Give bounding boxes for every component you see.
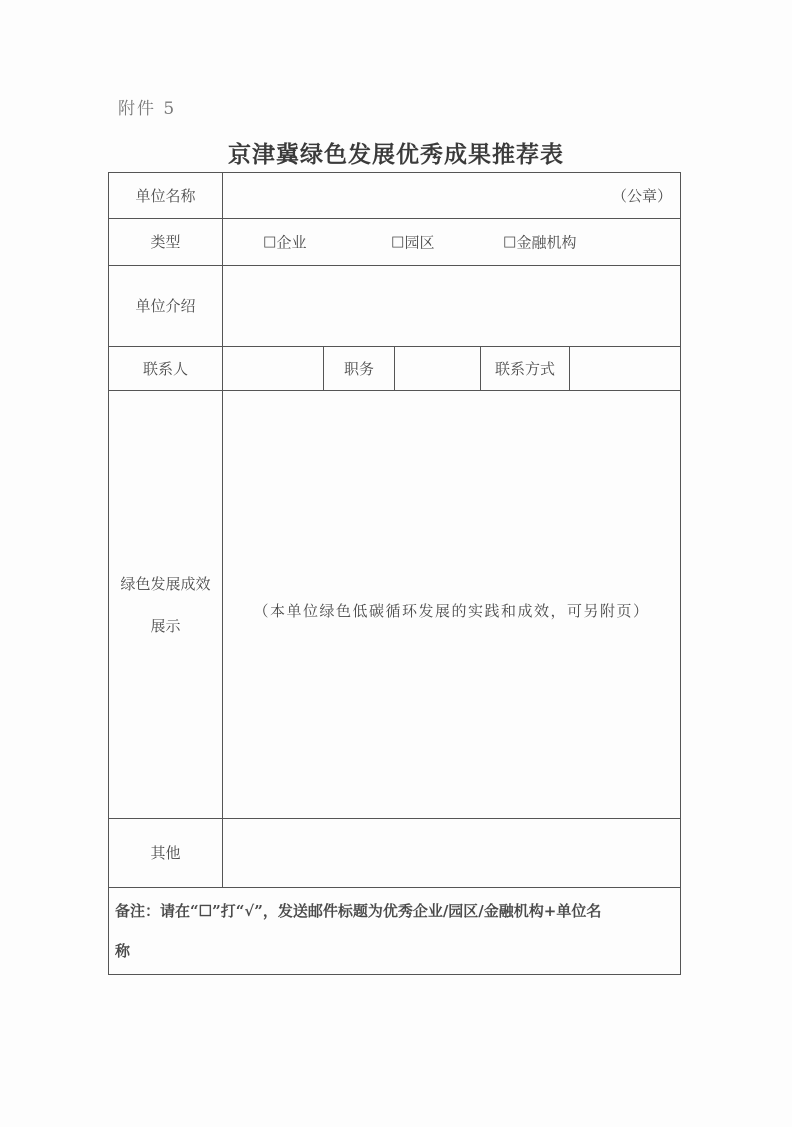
type-options	[223, 219, 681, 266]
page-title: 京津冀绿色发展优秀成果推荐表	[228, 141, 564, 168]
intro-field[interactable]	[223, 266, 681, 347]
row-other	[109, 819, 681, 888]
seal-hint: （公章）	[612, 187, 673, 205]
recommendation-form	[108, 172, 681, 975]
type-option-financial-institution[interactable]: ☐金融机构	[503, 233, 577, 252]
achievement-label-line2: 展示	[150, 616, 181, 635]
note	[109, 888, 681, 975]
row-contact	[109, 347, 681, 391]
row-achievement	[109, 391, 681, 819]
achievement-label	[109, 391, 223, 819]
unit-name-field[interactable]	[223, 173, 681, 219]
type-label: 类型	[109, 219, 223, 266]
achievement-field[interactable]	[223, 391, 681, 819]
contact-field[interactable]	[223, 347, 324, 391]
attachment-number: 附件 5	[118, 99, 177, 119]
type-option-enterprise[interactable]: ☐企业	[263, 233, 307, 252]
contact-label: 联系人	[109, 347, 223, 391]
row-note	[109, 888, 681, 975]
position-label: 职务	[324, 347, 395, 391]
achievement-hint: （本单位绿色低碳循环发展的实践和成效，可另附页）	[253, 602, 650, 620]
contact-method-label: 联系方式	[481, 347, 570, 391]
row-unit-name	[109, 173, 681, 219]
type-option-park[interactable]: ☐园区	[391, 233, 435, 252]
intro-label: 单位介绍	[109, 266, 223, 347]
note-line1: 备注：请在“☐”打“√”，发送邮件标题为优秀企业/园区/金融机构+单位名	[115, 902, 602, 920]
row-unit-intro	[109, 266, 681, 347]
other-label: 其他	[109, 819, 223, 888]
unit-name-label: 单位名称	[109, 173, 223, 219]
contact-method-field[interactable]	[570, 347, 681, 391]
note-line2: 称	[115, 942, 131, 960]
row-type	[109, 219, 681, 266]
achievement-label-line1: 绿色发展成效	[120, 574, 211, 593]
other-field[interactable]	[223, 819, 681, 888]
position-field[interactable]	[395, 347, 481, 391]
